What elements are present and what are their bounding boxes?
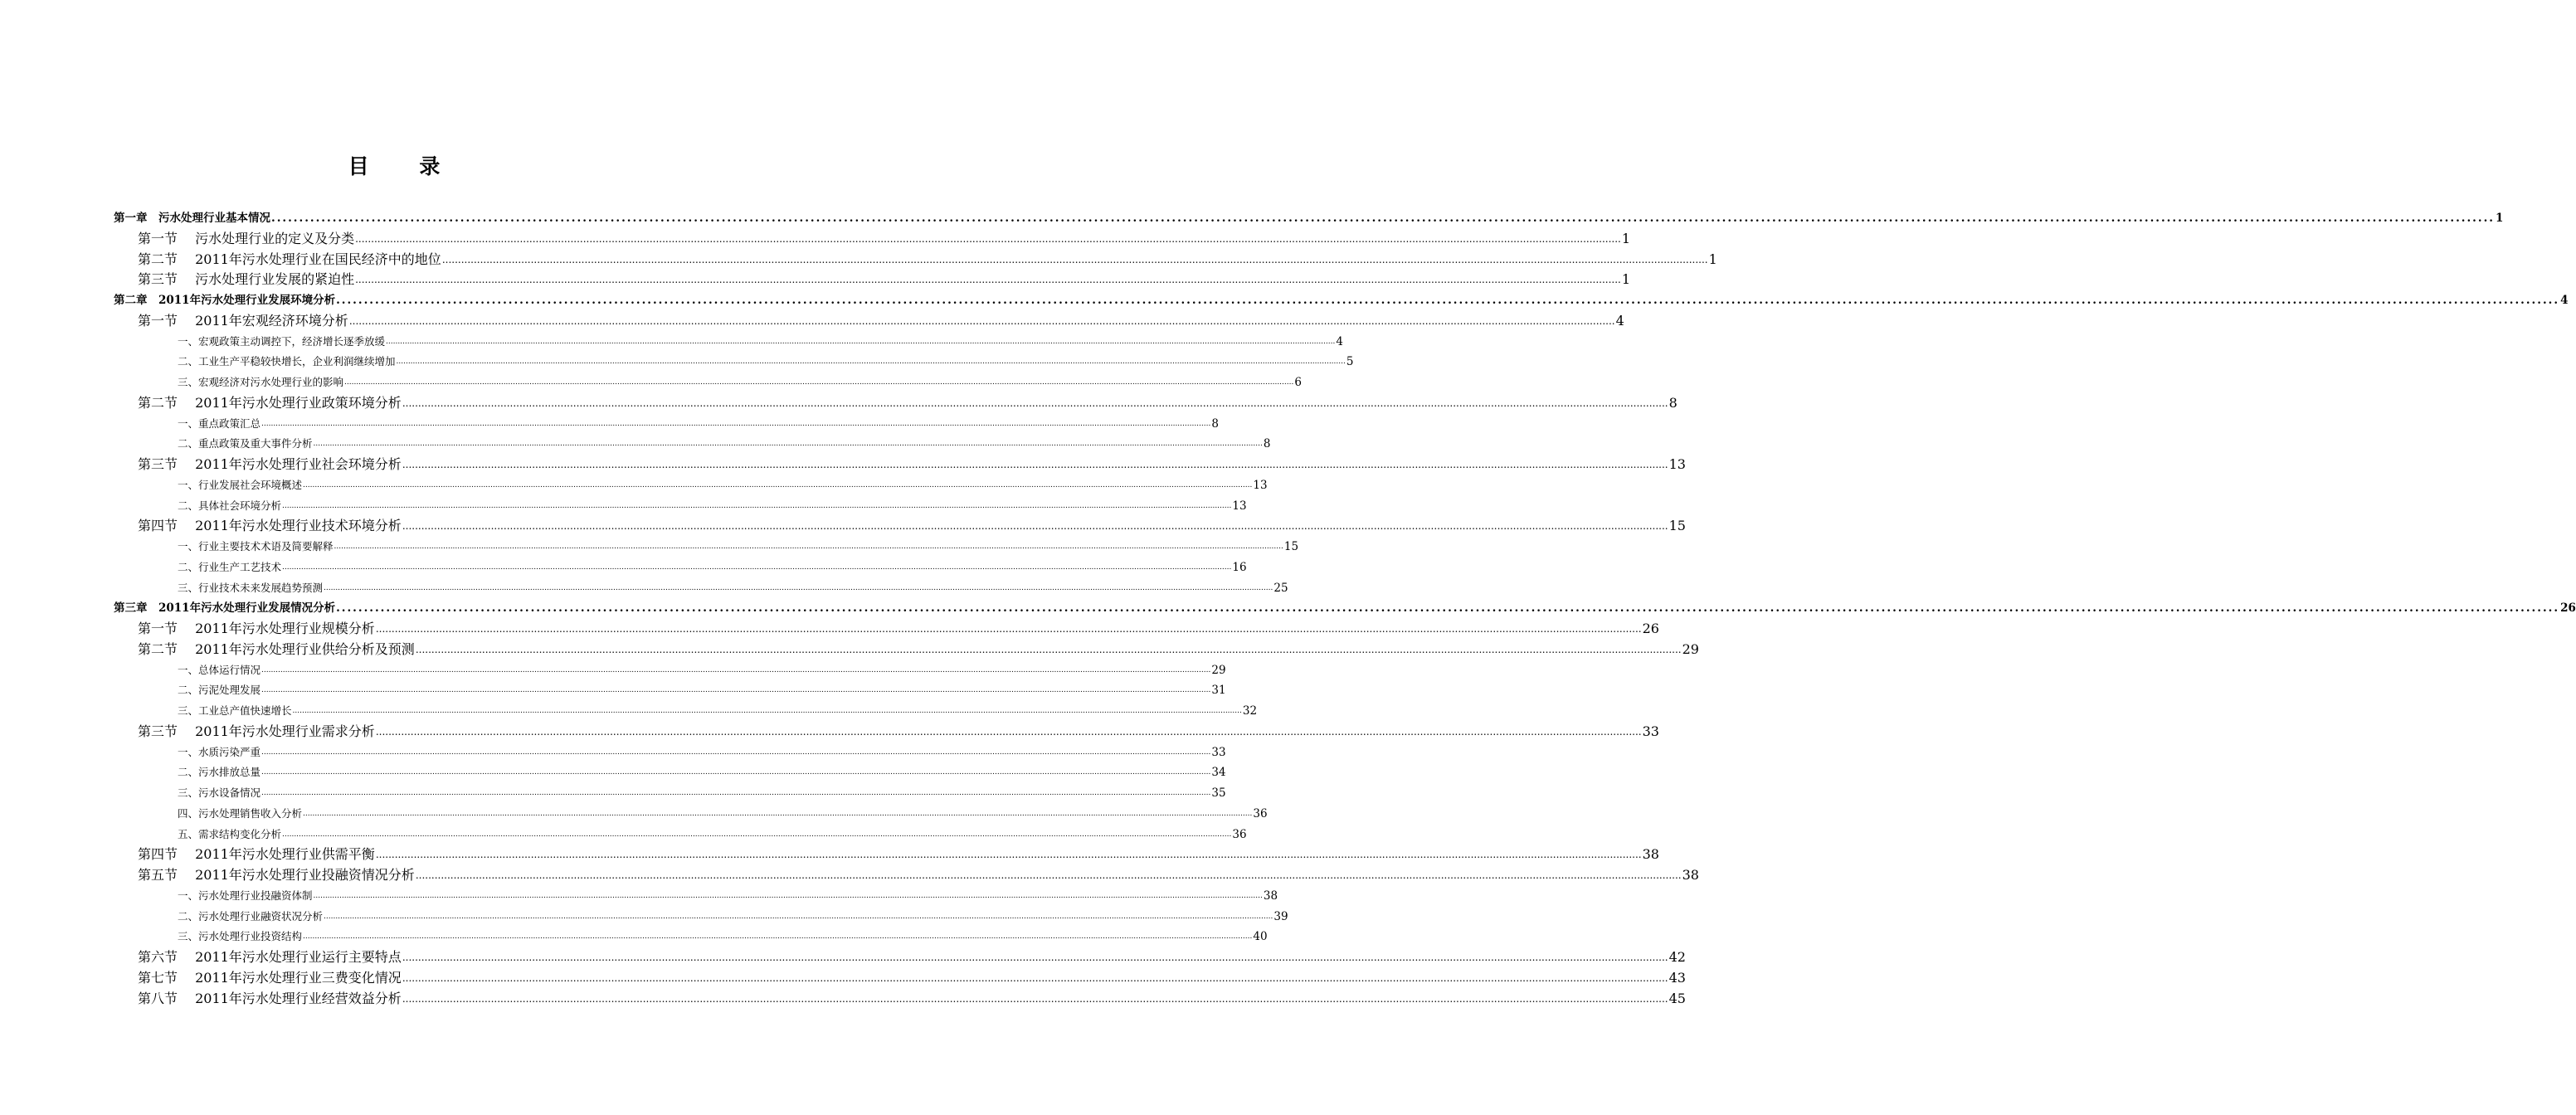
toc-dot-leader: ................................................................................................................................................................................................................................................................................................................................................................................................................ (261, 419, 1211, 428)
toc-entry[interactable] (138, 989, 1686, 1009)
toc-entry-page-number: 39 (1273, 909, 1288, 923)
toc-entry[interactable] (138, 845, 1659, 864)
toc-entry-page-number: 13 (1253, 478, 1268, 492)
toc-entry-label: 二、污水排放总量 (178, 766, 261, 779)
toc-entry-page-number: 33 (1642, 723, 1659, 739)
toc-entry-label: 一、总体运行情况 (178, 663, 261, 676)
toc-dot-leader: ................................................................................................................................................................................................................................................................................................................................................................................................................ (402, 459, 1668, 470)
toc-dot-leader: ................................................................................................................................................................................................................................................................................................................................................................................................................ (303, 932, 1253, 942)
toc-entry-label: 第三节 污水处理行业发展的紧迫性 (138, 271, 355, 288)
toc-entry[interactable] (178, 660, 1226, 680)
toc-dot-leader: ................................................................................................................................................................................................................................................................................................................................................................................................................ (261, 686, 1211, 695)
toc-entry[interactable] (178, 680, 1226, 700)
toc-dot-leader: ................................................................................................................................................................................................................................................................................................................................................................................................................ (282, 830, 1232, 839)
toc-entry[interactable] (178, 558, 1247, 577)
toc-dot-leader: ................................................................................................................................................................................................................................................................................................................................................................................................................ (271, 212, 2495, 225)
toc-entry-label: 三、工业总产值快速增长 (178, 704, 292, 717)
toc-entry-page-number: 1 (1621, 271, 1631, 288)
toc-entry[interactable] (138, 250, 1717, 270)
toc-entry[interactable] (178, 352, 1354, 372)
toc-entry-label: 一、宏观政策主动调控下，经济增长逐季放缓 (178, 334, 386, 348)
toc-entry-label: 第三节 2011年污水处理行业社会环境分析 (138, 456, 402, 472)
toc-entry-page-number: 36 (1232, 827, 1247, 841)
toc-entry-page-number: 38 (1642, 846, 1659, 863)
toc-dot-leader: ................................................................................................................................................................................................................................................................................................................................................................................................................ (303, 809, 1253, 818)
toc-entry-label: 第二节 2011年污水处理行业政策环境分析 (138, 394, 402, 411)
toc-entry-page-number: 29 (1682, 640, 1699, 657)
toc-entry-page-number: 8 (1668, 394, 1678, 411)
toc-title: 目 录 (348, 154, 462, 178)
toc-entry-page-number: 13 (1668, 456, 1686, 472)
toc-entry[interactable] (178, 804, 1268, 824)
toc-entry-page-number: 33 (1211, 745, 1226, 759)
toc-dot-leader: ................................................................................................................................................................................................................................................................................................................................................................................................................ (292, 707, 1242, 715)
toc-dot-leader: ................................................................................................................................................................................................................................................................................................................................................................................................................ (355, 232, 1621, 245)
toc-dot-leader: ................................................................................................................................................................................................................................................................................................................................................................................................................ (261, 789, 1211, 797)
toc-entry-page-number: 36 (1253, 806, 1268, 820)
toc-entry-page-number: 1 (1708, 251, 1717, 267)
toc-entry[interactable] (178, 414, 1219, 434)
toc-entry-label: 第七节 2011年污水处理行业三费变化情况 (138, 969, 402, 986)
toc-entry[interactable] (178, 496, 1247, 516)
toc-entry[interactable] (138, 640, 1699, 660)
toc-dot-leader: ................................................................................................................................................................................................................................................................................................................................................................................................................ (402, 397, 1668, 409)
toc-dot-leader: ................................................................................................................................................................................................................................................................................................................................................................................................................ (336, 294, 2560, 307)
toc-entry[interactable] (138, 270, 1631, 290)
toc-dot-leader: ................................................................................................................................................................................................................................................................................................................................................................................................................ (415, 643, 1682, 655)
toc-dot-leader: ................................................................................................................................................................................................................................................................................................................................................................................................................ (313, 891, 1263, 900)
toc-entry-page-number: 32 (1242, 704, 1258, 718)
toc-entry-page-number: 45 (1668, 990, 1686, 1006)
toc-entry[interactable] (178, 578, 1288, 598)
toc-entry-label: 第六节 2011年污水处理行业运行主要特点 (138, 949, 402, 965)
toc-dot-leader: ................................................................................................................................................................................................................................................................................................................................................................................................................ (402, 992, 1668, 1005)
toc-entry-page-number: 31 (1211, 684, 1226, 698)
toc-entry-label: 三、行业技术未来发展趋势预测 (178, 581, 324, 594)
toc-entry-label: 一、污水处理行业投融资体制 (178, 889, 313, 902)
toc-entry[interactable] (138, 455, 1686, 475)
toc-entry-label: 第四节 2011年污水处理行业技术环境分析 (138, 518, 402, 534)
toc-entry-label: 二、具体社会环境分析 (178, 499, 282, 512)
toc-dot-leader: ................................................................................................................................................................................................................................................................................................................................................................................................................ (386, 337, 1336, 346)
toc-dot-leader: ................................................................................................................................................................................................................................................................................................................................................................................................................ (282, 562, 1232, 572)
toc-dot-leader: ................................................................................................................................................................................................................................................................................................................................................................................................................ (324, 912, 1273, 921)
toc-entry-page-number: 15 (1283, 540, 1299, 553)
toc-dot-leader: ................................................................................................................................................................................................................................................................................................................................................................................................................ (344, 378, 1294, 387)
toc-entry-label: 第一节 污水处理行业的定义及分类 (138, 230, 355, 246)
toc-entry-label: 二、行业生产工艺技术 (178, 560, 282, 573)
toc-entry[interactable] (138, 516, 1686, 536)
toc-entry-page-number: 4 (1336, 334, 1343, 348)
toc-entry-label: 第五节 2011年污水处理行业投融资情况分析 (138, 867, 415, 883)
toc-entry[interactable] (138, 229, 1631, 249)
toc-entry-label: 二、污泥处理发展 (178, 684, 261, 697)
toc-entry[interactable] (138, 619, 1659, 639)
toc-entry[interactable] (114, 208, 2504, 228)
toc-entry[interactable] (178, 372, 1302, 392)
toc-dot-leader: ................................................................................................................................................................................................................................................................................................................................................................................................................ (261, 665, 1211, 674)
toc-entry[interactable] (178, 907, 1288, 927)
toc-entry-label: 第二节 2011年污水处理行业供给分析及预测 (138, 640, 415, 657)
toc-entry-label: 第二章 2011年污水处理行业发展环境分析 (114, 294, 336, 307)
toc-entry[interactable] (114, 598, 2576, 618)
toc-entry-label: 第四节 2011年污水处理行业供需平衡 (138, 846, 375, 863)
toc-dot-leader: ................................................................................................................................................................................................................................................................................................................................................................................................................ (402, 952, 1668, 963)
toc-entry-page-number: 4 (2560, 294, 2569, 307)
toc-entry[interactable] (178, 927, 1268, 947)
toc-entry[interactable] (138, 311, 1624, 331)
toc-entry-page-number: 26 (1642, 621, 1659, 636)
toc-entry-label: 三、污水处理行业投资结构 (178, 930, 303, 943)
toc-entry-label: 第一节 2011年污水处理行业规模分析 (138, 621, 375, 636)
toc-dot-leader: ................................................................................................................................................................................................................................................................................................................................................................................................................ (355, 274, 1621, 286)
toc-entry[interactable] (178, 825, 1247, 845)
toc-entry[interactable] (138, 865, 1699, 885)
toc-entry-label: 三、污水设备情况 (178, 786, 261, 799)
toc-entry-page-number: 15 (1668, 518, 1686, 534)
toc-entry-page-number: 16 (1232, 560, 1247, 574)
toc-dot-leader: ................................................................................................................................................................................................................................................................................................................................................................................................................ (313, 440, 1263, 449)
toc-entry[interactable] (138, 947, 1686, 967)
toc-entry-label: 第一节 2011年宏观经济环境分析 (138, 312, 348, 329)
toc-entry[interactable] (178, 886, 1278, 906)
toc-entry-page-number: 1 (2495, 212, 2504, 225)
toc-entry-label: 一、行业主要技术术语及简要解释 (178, 540, 334, 553)
toc-entry-label: 第三章 2011年污水处理行业发展情况分析 (114, 601, 336, 616)
toc-dot-leader: ................................................................................................................................................................................................................................................................................................................................................................................................................ (375, 725, 1642, 738)
toc-entry-page-number: 13 (1232, 499, 1247, 513)
toc-dot-leader: ................................................................................................................................................................................................................................................................................................................................................................................................................ (375, 623, 1642, 635)
toc-entry-page-number: 29 (1211, 663, 1226, 677)
toc-dot-leader: ................................................................................................................................................................................................................................................................................................................................................................................................................ (402, 971, 1668, 984)
toc-dot-leader: ................................................................................................................................................................................................................................................................................................................................................................................................................ (261, 747, 1211, 757)
toc-entry-page-number: 40 (1253, 930, 1268, 944)
toc-entry-label: 四、污水处理销售收入分析 (178, 806, 303, 820)
toc-dot-leader: ................................................................................................................................................................................................................................................................................................................................................................................................................ (348, 314, 1615, 327)
toc-dot-leader: ................................................................................................................................................................................................................................................................................................................................................................................................................ (282, 501, 1232, 510)
toc-entry[interactable] (178, 434, 1271, 454)
toc-entry-page-number: 42 (1668, 949, 1686, 965)
toc-entry-page-number: 26 (2560, 601, 2576, 616)
toc-dot-leader: ................................................................................................................................................................................................................................................................................................................................................................................................................ (375, 849, 1642, 861)
toc-entry-label: 一、水质污染严重 (178, 745, 261, 758)
toc-entry-label: 二、污水处理行业融资状况分析 (178, 909, 324, 923)
toc-entry-page-number: 34 (1211, 766, 1226, 780)
toc-dot-leader: ................................................................................................................................................................................................................................................................................................................................................................................................................ (324, 583, 1273, 592)
toc-entry-label: 五、需求结构变化分析 (178, 827, 282, 840)
toc-entry-label: 一、行业发展社会环境概述 (178, 478, 303, 491)
toc-entry[interactable] (178, 701, 1258, 721)
toc-entry-page-number: 1 (1621, 230, 1631, 246)
toc-entry[interactable] (138, 722, 1659, 742)
toc-entry-label: 第二节 2011年污水处理行业在国民经济中的地位 (138, 251, 441, 267)
toc-entry-page-number: 38 (1263, 889, 1278, 903)
toc-entry-page-number: 6 (1294, 376, 1302, 389)
toc-dot-leader: ................................................................................................................................................................................................................................................................................................................................................................................................................ (415, 869, 1682, 881)
toc-entry[interactable] (178, 783, 1226, 803)
toc-entry-page-number: 4 (1615, 312, 1624, 329)
toc-entry-label: 二、重点政策及重大事件分析 (178, 437, 313, 450)
toc-entry-label: 三、宏观经济对污水处理行业的影响 (178, 376, 344, 388)
toc-entry-label: 第八节 2011年污水处理行业经营效益分析 (138, 990, 402, 1006)
toc-entry[interactable] (178, 475, 1268, 495)
toc-entry-page-number: 8 (1263, 437, 1271, 451)
toc-entry[interactable] (178, 332, 1343, 352)
toc-entry-page-number: 8 (1211, 416, 1219, 431)
toc-entry[interactable] (114, 290, 2569, 310)
toc-entry[interactable] (178, 537, 1299, 557)
toc-entry[interactable] (138, 968, 1686, 988)
toc-entry[interactable] (178, 762, 1226, 782)
toc-entry-page-number: 25 (1273, 581, 1288, 595)
toc-entry[interactable] (138, 393, 1678, 413)
toc-entry-page-number: 43 (1668, 969, 1686, 986)
toc-dot-leader: ................................................................................................................................................................................................................................................................................................................................................................................................................ (261, 768, 1211, 777)
toc-dot-leader: ................................................................................................................................................................................................................................................................................................................................................................................................................ (303, 480, 1253, 489)
toc-entry-label: 二、工业生产平稳较快增长，企业利润继续增加 (178, 355, 396, 368)
toc-entry[interactable] (178, 743, 1226, 762)
toc-entry-page-number: 38 (1682, 867, 1699, 883)
toc-dot-leader: ................................................................................................................................................................................................................................................................................................................................................................................................................ (441, 253, 1708, 265)
toc-dot-leader: ................................................................................................................................................................................................................................................................................................................................................................................................................ (334, 543, 1283, 551)
toc-dot-leader: ................................................................................................................................................................................................................................................................................................................................................................................................................ (402, 520, 1668, 533)
toc-entry-page-number: 35 (1211, 786, 1226, 800)
toc-entry-label: 一、重点政策汇总 (178, 416, 261, 430)
toc-entry-label: 第一章 污水处理行业基本情况 (114, 212, 270, 225)
toc-entry-label: 第三节 2011年污水处理行业需求分析 (138, 723, 375, 739)
toc-dot-leader: ................................................................................................................................................................................................................................................................................................................................................................................................................ (396, 358, 1346, 367)
toc-dot-leader: ................................................................................................................................................................................................................................................................................................................................................................................................................ (336, 601, 2560, 616)
toc-entry-page-number: 5 (1346, 355, 1354, 369)
